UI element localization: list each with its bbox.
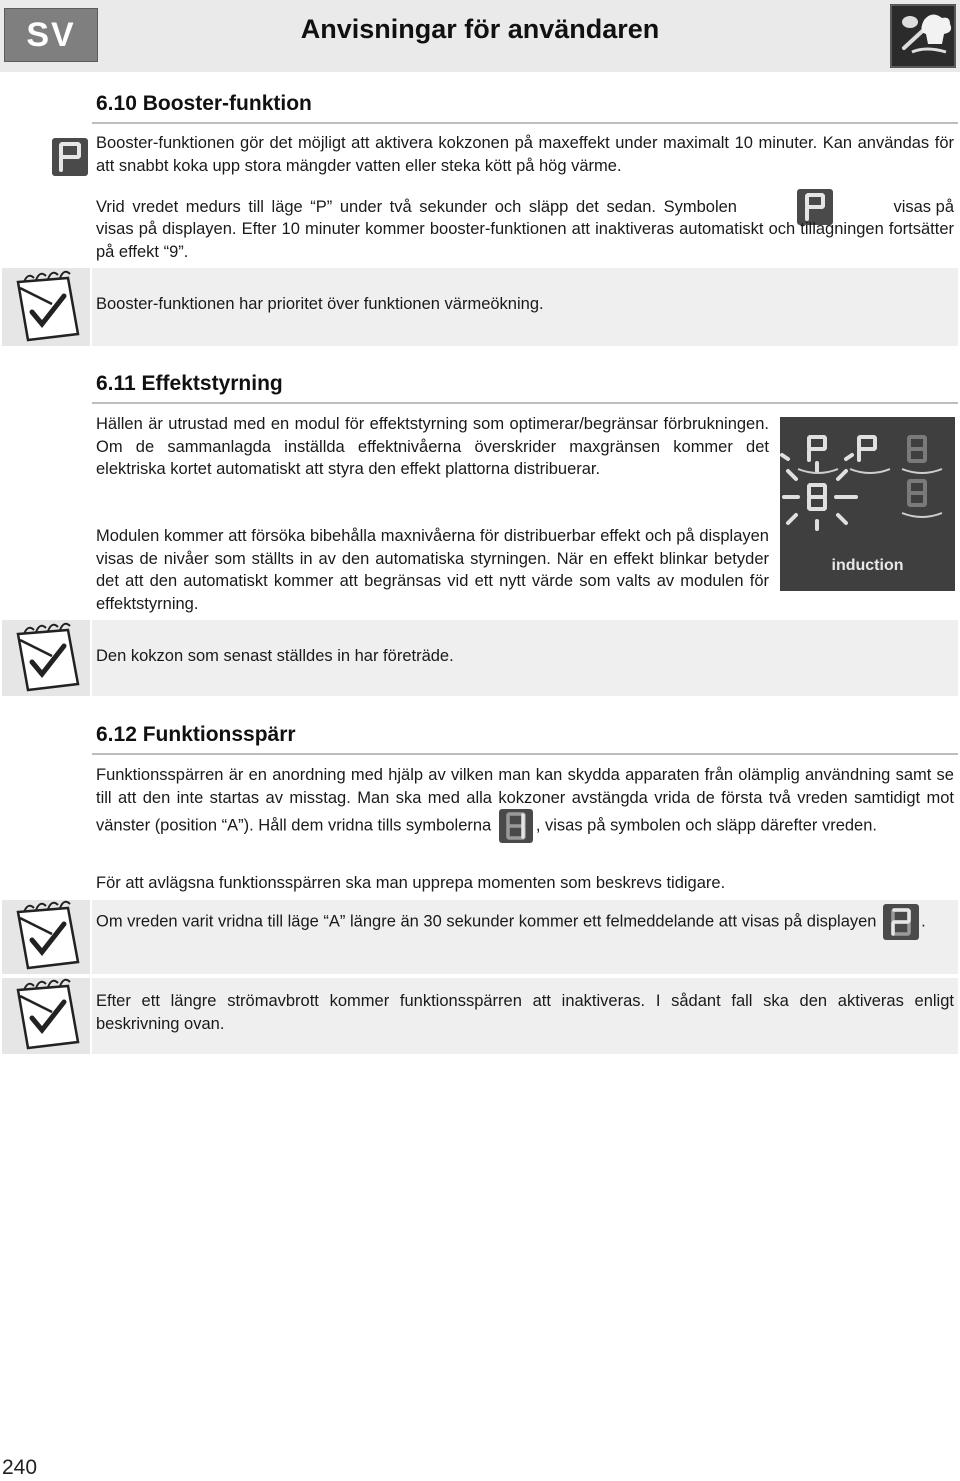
paragraph: Booster-funktionen gör det möjligt att aktivera kokzonen på maxeffekt under maximalt 10 minuter. Kan användas för att snabbt koka upp stora mängder vatten eller steka kött på hög värme. — [96, 134, 954, 175]
paragraph: Hällen är utrustad med en modul för effektstyrning som optimerar/begränsar förbrukningen. Om de sammanlagda inställda effektnivåerna överskrider maxgränsen kommer det elektriska kortet automatiskt att styra den effekt plattorna distribuerar. — [96, 415, 769, 479]
language-badge: SV — [4, 8, 98, 62]
note-icon-box — [2, 620, 90, 696]
section-title-612: 6.12 Funktionsspärr — [96, 723, 296, 746]
booster-symbol-icon — [52, 138, 88, 176]
note-icon-box — [2, 900, 90, 974]
paragraph — [96, 764, 954, 843]
paragraph-fragment: Om vreden varit vridna till läge “A” längre än 30 sekunder kommer ett felmeddelande att visas på displayen — [96, 912, 877, 931]
note-icon-box — [2, 268, 90, 346]
section-title-611: 6.11 Effektstyrning — [96, 372, 283, 395]
page-number: 240 — [2, 1456, 38, 1479]
note-pad-icon — [2, 978, 90, 1054]
section-divider — [92, 753, 958, 755]
paragraph: Modulen kommer att försöka bibehålla maxnivåerna för distribuerbar effekt och på displayen visas de nivåer som ställts in av den automatiska styrningen. När en effekt blinkar betyder det att den automatiskt kommer att begränsas vid ett nytt värde som valts av modulen för effektstyrning. — [96, 527, 769, 613]
note-text: Efter ett längre strömavbrott kommer funktionsspärren att inaktiveras. I sådant fall ska den aktiveras enligt beskrivning ovan. — [96, 992, 954, 1033]
note-pad-icon — [2, 620, 90, 696]
note-text — [96, 904, 954, 940]
induction-label: induction — [831, 557, 904, 574]
paragraph-fragment: Funktionsspärren är en anordning med hjälp av vilken man kan skydda apparaten från olämplig användning samt se till att den inte startas av misstag. Man ska med alla kokzoner avstängda vrida de första två vreden samtidigt mot vänster (position “A”). Håll dem vridna tills symbolerna — [96, 766, 954, 835]
induction-display-illustration — [780, 417, 955, 591]
paragraph-fragment: , visas på symbolen och släpp därefter vreden. — [535, 816, 877, 835]
note-pad-icon — [2, 900, 90, 974]
note-text: Den kokzon som senast ställdes in har företräde. — [96, 647, 454, 665]
chef-logo-icon — [890, 4, 956, 68]
paragraph-fragment: Vrid vredet medurs till läge “P” under två sekunder och släpp det sedan. Symbolen — [96, 197, 737, 216]
note-text: Booster-funktionen har prioritet över funktionen värmeökning. — [96, 295, 544, 313]
section-title-610: 6.10 Booster-funktion — [96, 92, 312, 115]
lock-symbol-icon — [499, 809, 533, 843]
paragraph-fragment: . — [921, 912, 926, 931]
section-divider — [92, 402, 958, 404]
section-divider — [92, 122, 958, 124]
paragraph: För att avlägsna funktionsspärren ska man upprepa momenten som beskrevs tidigare. — [96, 874, 726, 892]
paragraph: Vrid vredet medurs till läge “P” under två sekunder och släpp det sedan. Symbolen visas på — [96, 189, 954, 225]
note-pad-icon — [2, 268, 90, 346]
document-title: Anvisningar för användaren — [300, 14, 660, 44]
paragraph: visas på displayen. Efter 10 minuter kommer booster-funktionen att inaktiveras automatiskt och tillagningen fortsätter på effekt “9”. — [96, 220, 954, 261]
error-symbol-icon — [883, 904, 919, 940]
cooktop-display-diagram — [780, 417, 955, 557]
note-icon-box — [2, 978, 90, 1054]
